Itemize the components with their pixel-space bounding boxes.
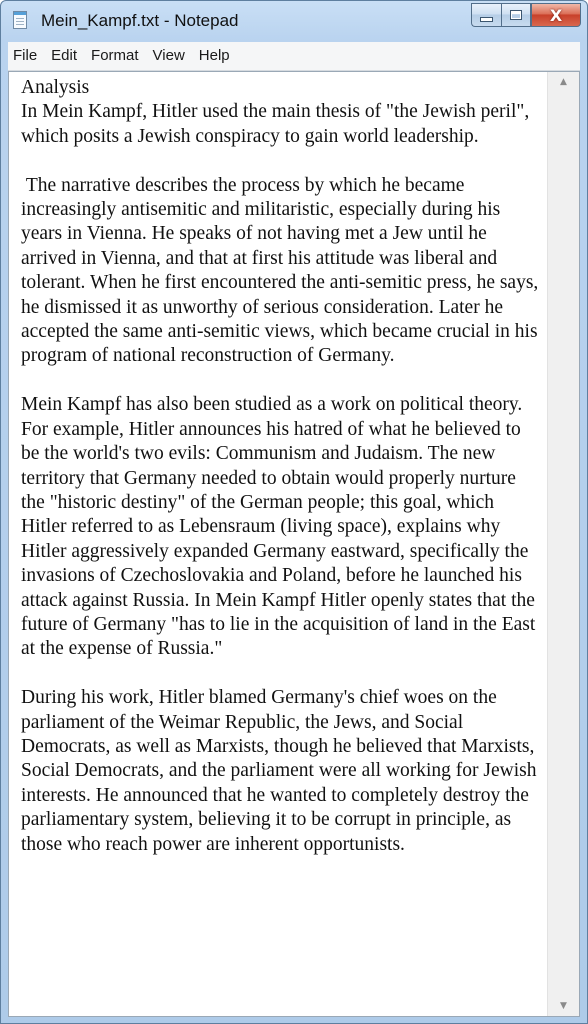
title-bar[interactable] xyxy=(1,1,587,41)
close-icon: X xyxy=(549,5,563,25)
notepad-icon[interactable] xyxy=(13,11,27,29)
vertical-scrollbar[interactable] xyxy=(547,72,579,1016)
text-editor[interactable]: Analysis In Mein Kampf, Hitler used the main thesis of "the Jewish peril", which posits a Jewish conspiracy to gain world leadership. The narrative describes the process by which he became increasingly antisemitic and militaristic, especially during his years in Vienna. He speaks of not having met a Jew until he arrived in Vienna, and that at first his attitude was liberal and tolerant. When he first encountered the anti-semitic press, he says, he dismissed it as unworthy of serious consideration. Later he accepted the same anti-semitic views, which became crucial in his program of national reconstruction of Germany. Mein Kampf has also been studied as a work on political theory. For example, Hitler announces his hatred of what he believed to be the world's two evils: Communism and Judaism. The new territory that Germany needed to obtain would properly nurture the "historic destiny" of the German people; this goal, which Hitler referred to as Lebensraum (living space), explains why Hitler aggressively expanded Germany eastward, specifically the invasions of Czechoslovakia and Poland, before he launched his attack against Russia. In Mein Kampf Hitler openly states that the future of Germany "has to lie in the acquisition of land in the East at the expense of Russia." During his work, Hitler blamed Germany's chief woes on the parliament of the Weimar Republic, the Jews, and Social Democrats, as well as Marxists, though he believed that Marxists, Social Democrats, and the parliament were all working for Jewish interests. He announced that he wanted to completely destroy the parliamentary system, believing it to be corrupt in principle, as those who reach power are inherent opportunists. xyxy=(21,77,539,855)
scroll-up-arrow-icon[interactable]: ▲ xyxy=(560,77,567,87)
minimize-icon xyxy=(480,17,493,22)
menu-view[interactable]: View xyxy=(152,47,185,64)
menu-format[interactable]: Format xyxy=(91,47,139,64)
close-button[interactable] xyxy=(531,3,581,27)
maximize-icon xyxy=(510,10,522,20)
menu-edit[interactable]: Edit xyxy=(51,47,78,64)
caption-buttons xyxy=(471,3,581,29)
editor-area xyxy=(8,71,580,1017)
scroll-down-arrow-icon[interactable]: ▼ xyxy=(560,1001,567,1011)
window-title: Mein_Kampf.txt - Notepad xyxy=(41,11,239,30)
menu-file[interactable]: File xyxy=(13,47,38,64)
maximize-button[interactable] xyxy=(501,3,531,27)
menu-help[interactable]: Help xyxy=(198,47,230,64)
menu-bar xyxy=(8,42,580,71)
minimize-button[interactable] xyxy=(471,3,501,27)
